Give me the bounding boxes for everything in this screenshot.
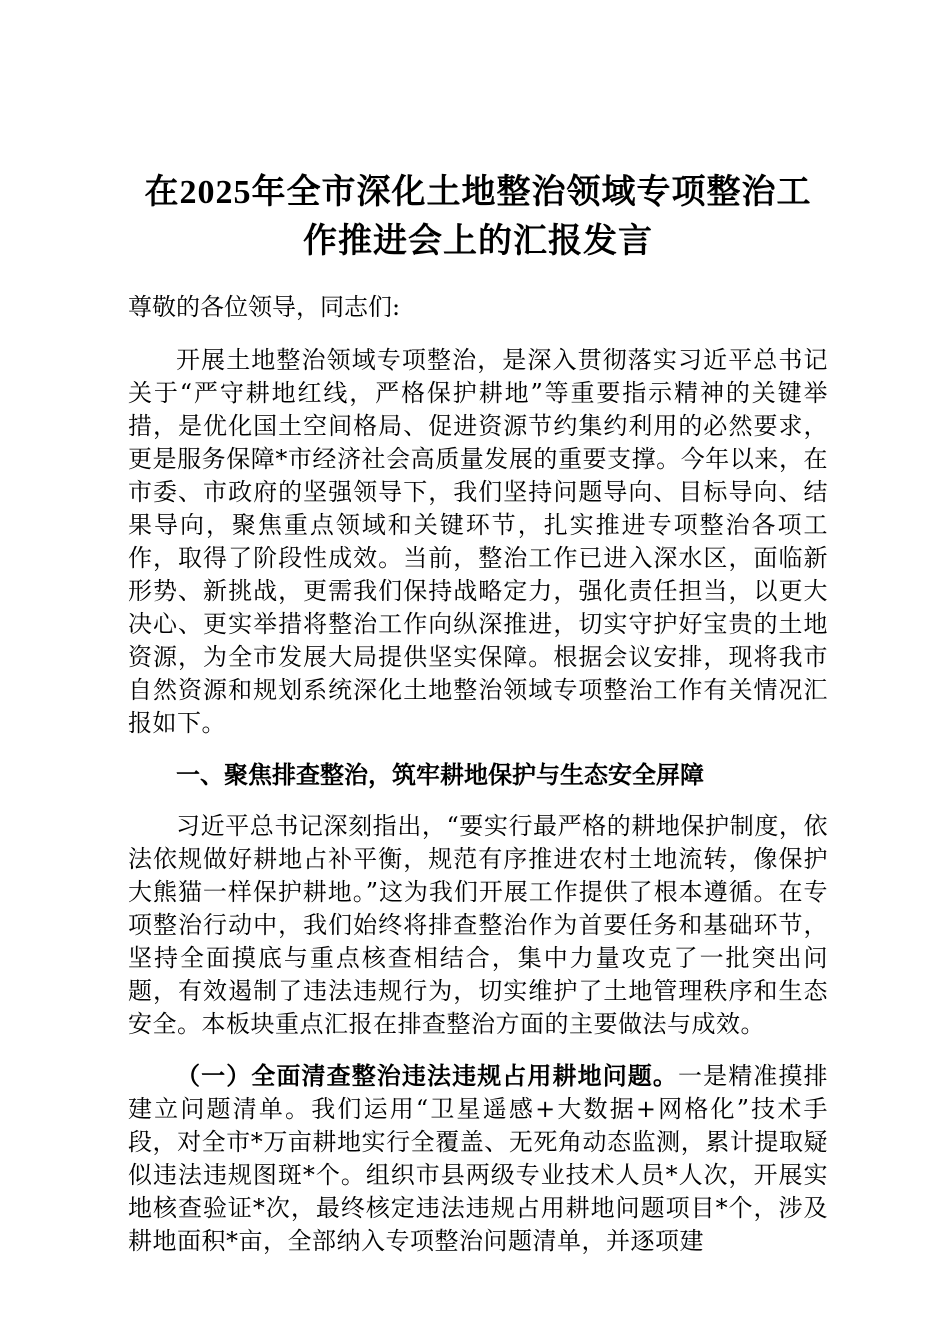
intro-paragraph: 开展土地整治领域专项整治，是深入贯彻落实习近平总书记关于“严守耕地红线，严格保护耕地”等重要指示精神的关键举措，是优化国土空间格局、促进资源节约集约利用的必然要求，更是服务保障*市经济社会高质量发展的重要支撑。今年以来，在市委、市政府的坚强领导下，我们坚持问题导向、目标导向、结果导向，聚焦重点领域和关键环节，扎实推进专项整治各项工作，取得了阶段性成效。当前，整治工作已进入深水区，面临新形势、新挑战，更需我们保持战略定力，强化责任担当，以更大决心、更实举措将整治工作向纵深推进，切实守护好宝贵的土地资源，为全市发展大局提供坚实保障。根据会议安排，现将我市自然资源和规划系统深化土地整治领域专项整治工作有关情况汇报如下。 bbox=[128, 346, 828, 737]
title-prefix: 在 bbox=[144, 172, 180, 212]
title-year: 2025 bbox=[179, 174, 252, 211]
document-page bbox=[128, 168, 828, 1276]
subsection1-body: 一是精准摸排建立问题清单。我们运用“卫星遥感+大数据+网格化”技术手段，对全市*万亩耕地实行全覆盖、无死角动态监测，累计提取疑似违法违规图斑*个。组织市县两级专业技术人员*人次，开展实地核查验证*次，最终核定违法违规占用耕地问题项目*个，涉及耕地面积*亩，全部纳入专项整治问题清单，并逐项建 bbox=[128, 1062, 828, 1255]
document-title bbox=[128, 168, 828, 265]
subsection1-paragraph bbox=[128, 1059, 828, 1258]
salutation: 尊敬的各位领导，同志们: bbox=[128, 293, 401, 321]
section1-heading: 一、聚焦排查整治，筑牢耕地保护与生态安全屏障 bbox=[176, 760, 704, 789]
subsection1-heading: （一）全面清查整治违法违规占用耕地问题。 bbox=[176, 1061, 678, 1090]
title-suffix: 年全市深化土地整治领域专项整治工作推进会上的汇报发言 bbox=[251, 172, 812, 261]
section1-paragraph: 习近平总书记深刻指出，“要实行最严格的耕地保护制度，依法依规做好耕地占补平衡，规范有序推进农村土地流转，像保护大熊猫一样保护耕地。”这为我们开展工作提供了根本遵循。在专项整治行动中，我们始终将排查整治作为首要任务和基础环节，坚持全面摸底与重点核查相结合，集中力量攻克了一批突出问题，有效遏制了违法违规行为，切实维护了土地管理秩序和生态安全。本板块重点汇报在排查整治方面的主要做法与成效。 bbox=[128, 812, 828, 1038]
